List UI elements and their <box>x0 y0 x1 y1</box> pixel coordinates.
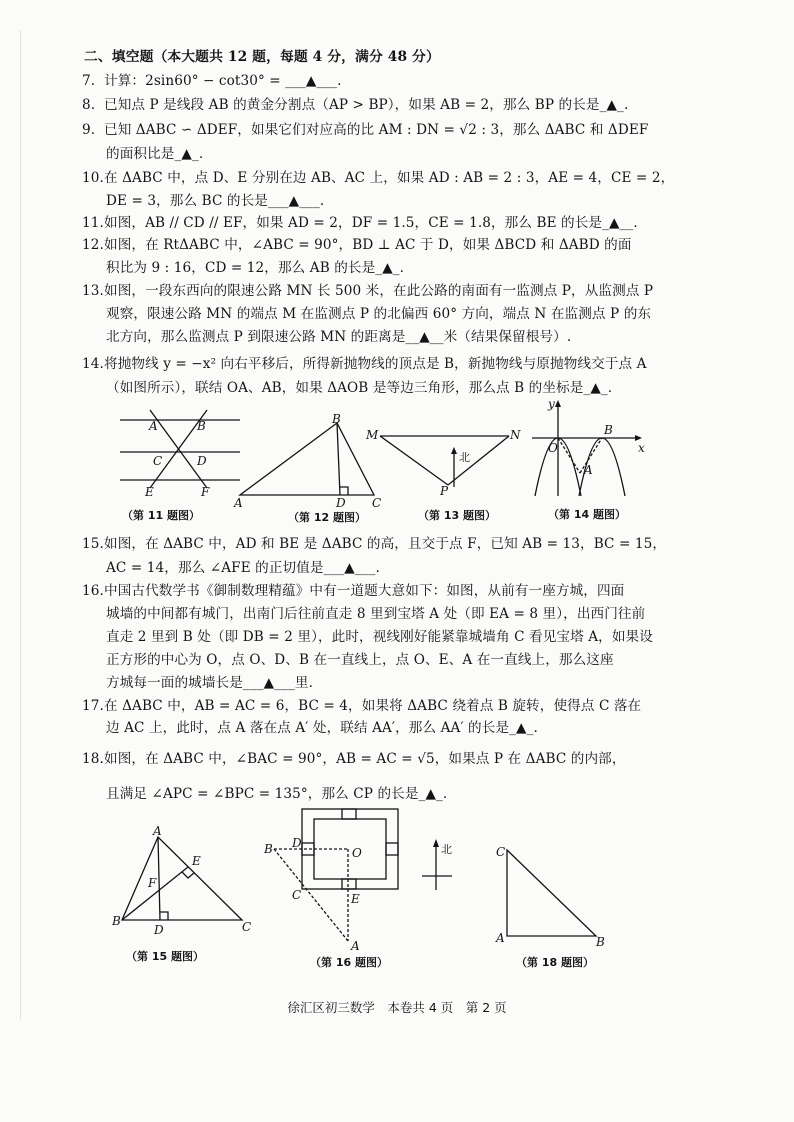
label-d: D <box>336 496 346 510</box>
triangle-abc <box>240 423 374 495</box>
line-pm <box>380 436 448 485</box>
label-b: B <box>596 935 605 949</box>
label-x: x <box>638 441 645 455</box>
question-10-line-2: DE = 3，那么 BC 的长是___▲___. <box>106 193 325 209</box>
label-b: B <box>332 412 341 426</box>
north-arrow-head <box>433 839 439 847</box>
label-a: A <box>234 496 243 510</box>
label-e: E <box>145 485 154 499</box>
right-angle-mark-e <box>182 872 194 878</box>
label-c: C <box>496 845 506 859</box>
label-o: O <box>548 441 558 455</box>
label-c: C <box>292 888 302 902</box>
question-14: 14.将抛物线 y = −x² 向右平移后，所得新抛物线的顶点是 B，新抛物线与原抛物线交于点 A <box>82 356 647 372</box>
caption-figure-18: （第 18 题图） <box>516 956 594 969</box>
y-axis-arrow <box>555 400 561 407</box>
altitude-bd <box>337 423 340 495</box>
figure-18 <box>492 840 617 950</box>
question-17-line-2: 边 AC 上，此时，点 A 落在点 A′ 处，联结 AA′，那么 AA′ 的长是_▲_. <box>106 720 538 736</box>
label-m: M <box>366 428 379 442</box>
label-c: C <box>153 454 163 468</box>
north-arrow-head <box>451 447 457 454</box>
question-10: 10.在 ΔABC 中，点 D、E 分别在边 AB、AC 上，如果 AD : AB = 2 : 3，AE = 4，CE = 2， <box>82 170 675 186</box>
right-angle-mark-d <box>160 912 168 920</box>
question-13: 13.如图，一段东西向的限速公路 MN 长 500 米，在此公路的南面有一监测点 P，从监测点 P <box>82 283 654 299</box>
page-fold-line <box>20 30 21 1020</box>
question-13-line-3: 北方向，那么监测点 P 到限速公路 MN 的距离是__▲__米（结果保留根号）. <box>106 329 572 345</box>
figure-14 <box>530 398 655 498</box>
question-15-line-2: AC = 14，那么 ∠AFE 的正切值是___▲___. <box>106 560 380 576</box>
altitude-be <box>122 867 188 920</box>
figure-13 <box>364 423 524 503</box>
question-17: 17.在 ΔABC 中，AB = AC = 6，BC = 4，如果将 ΔABC 绕着点 B 旋转，使得点 C 落在 <box>82 698 642 714</box>
triangle-abc <box>122 837 242 920</box>
label-p: P <box>440 484 449 498</box>
label-a: A <box>149 419 158 433</box>
west-gate <box>302 843 314 855</box>
caption-figure-13: （第 13 题图） <box>418 509 496 522</box>
altitude-ad <box>158 837 160 920</box>
label-c: C <box>372 496 382 510</box>
label-b: B <box>112 914 121 928</box>
caption-figure-14: （第 14 题图） <box>548 508 626 521</box>
label-b: B <box>604 423 613 437</box>
question-16: 16.中国古代数学书《御制数理精蕴》中有一道题大意如下：如图，从前有一座方城，四面 <box>82 583 625 599</box>
page-footer: 徐汇区初三数学 本卷共 4 页 第 2 页 <box>287 1000 507 1015</box>
label-f: F <box>201 485 210 499</box>
label-b: B <box>264 842 273 856</box>
question-18-line-2: 且满足 ∠APC = ∠BPC = 135°，那么 CP 的长是_▲_. <box>106 786 448 802</box>
question-9-line-2: 的面积比是_▲_. <box>106 146 204 162</box>
label-e: E <box>351 892 360 906</box>
label-c: C <box>242 920 252 934</box>
question-7: 7. 计算：2sin60° − cot30° = ___▲___. <box>82 73 342 89</box>
label-a: A <box>351 939 360 953</box>
label-y: y <box>548 397 555 411</box>
caption-figure-16: （第 16 题图） <box>310 956 388 969</box>
caption-figure-12: （第 12 题图） <box>288 511 366 524</box>
question-12-line-2: 积比为 9 : 16，CD = 12，那么 AB 的长是_▲_. <box>106 260 405 276</box>
south-gate <box>342 879 356 889</box>
question-15: 15.如图，在 ΔABC 中，AD 和 BE 是 ΔABC 的高，且交于点 F，已知 AB = 13，BC = 15， <box>82 536 667 552</box>
line-pn <box>448 436 509 485</box>
triangle-abc <box>507 850 596 936</box>
question-9: 9. 已知 ΔABC ∽ ΔDEF，如果它们对应高的比 AM : DN = √2 : 3，那么 ΔABC 和 ΔDEF <box>82 122 649 138</box>
label-d: D <box>197 454 207 468</box>
caption-figure-11: （第 11 题图） <box>122 509 200 522</box>
question-8: 8. 已知点 P 是线段 AB 的黄金分割点（AP > BP），如果 AB = 2，那么 BP 的长是_▲_. <box>82 97 629 113</box>
question-16-line-3: 直走 2 里到 B 处（即 DB = 2 里），此时，视线刚好能紧靠城墙角 C 看见宝塔 A，如果设 <box>106 629 653 645</box>
question-18: 18.如图，在 ΔABC 中，∠BAC = 90°，AB = AC = √5，如果点 P 在 ΔABC 的内部， <box>82 751 626 767</box>
label-a: A <box>153 824 162 838</box>
question-16-line-5: 方城每一面的城墙长是___▲___里. <box>106 675 313 691</box>
caption-figure-15: （第 15 题图） <box>126 950 204 963</box>
right-angle-mark-d <box>340 487 348 495</box>
label-a: A <box>496 931 505 945</box>
figure-11 <box>115 410 245 500</box>
label-a: A <box>584 463 593 477</box>
question-16-line-2: 城墙的中间都有城门，出南门后往前直走 8 里到宝塔 A 处（即 EA = 8 里），出西门往前 <box>106 606 646 622</box>
label-north: 北 <box>459 451 470 464</box>
label-e: E <box>192 854 201 868</box>
question-14-line-2: （如图所示），联结 OA、AB，如果 ΔAOB 是等边三角形，那么点 B 的坐标是_▲_. <box>106 380 613 396</box>
question-12: 12.如图，在 RtΔABC 中，∠ABC = 90°，BD ⊥ AC 于 D，如果 ΔBCD 和 ΔABD 的面 <box>82 237 632 253</box>
north-label: 北 <box>441 843 452 856</box>
section-title: 二、填空题（本大题共 12 题，每题 4 分，满分 48 分） <box>84 49 440 65</box>
label-b: B <box>197 419 206 433</box>
east-gate <box>386 843 398 855</box>
sight-line-ba <box>274 849 348 941</box>
north-indicator <box>420 838 470 893</box>
label-o: O <box>352 846 362 860</box>
question-11: 11.如图，AB // CD // EF，如果 AD = 2，DF = 1.5，CE = 1.8，那么 BE 的长是_▲__. <box>82 215 638 231</box>
label-d: D <box>292 836 302 850</box>
label-f: F <box>148 876 157 890</box>
question-13-line-2: 观察，限速公路 MN 的端点 M 在监测点 P 的北偏西 60° 方向，端点 N 在监测点 P 的东 <box>106 306 652 322</box>
north-gate <box>342 809 356 819</box>
figure-16 <box>262 805 412 953</box>
figure-15 <box>108 825 253 940</box>
question-16-line-4: 正方形的中心为 O，点 O、D、B 在一直线上，点 O、E、A 在一直线上，那么这座 <box>106 652 614 668</box>
segment-oa <box>558 438 580 473</box>
label-n: N <box>510 428 521 442</box>
label-d: D <box>154 923 164 937</box>
